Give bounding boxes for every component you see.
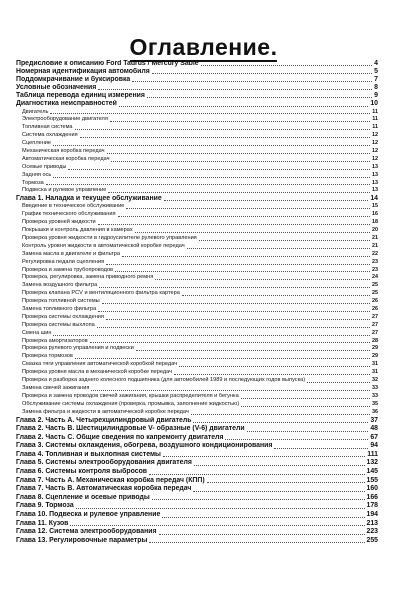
toc-entry-page: 111 [367,450,378,458]
toc-entry-label: Глава 4. Топливная и выхлопная системы [16,450,161,458]
dot-leader [102,303,370,304]
toc-entry [16,528,378,537]
toc-entry-page: 35 [372,400,378,407]
toc-entry-page: 13 [372,163,378,170]
toc-entry [16,290,378,298]
dot-leader [274,448,368,449]
toc-entry [16,140,378,148]
toc-entry [16,338,378,346]
toc-entry-page: 132 [366,459,378,467]
toc-entry-label: Подвеска и рулевое управление [22,187,107,194]
dot-leader [199,240,370,241]
toc-entry-label: Тормоза [22,179,44,186]
dot-leader [98,311,370,312]
toc-entry [16,459,378,468]
toc-entry-page: 27 [372,321,378,328]
dot-leader [70,525,364,526]
toc-entry [16,60,378,68]
toc-entry [16,132,378,140]
toc-entry-label: Проверка уровня масла в механической коробке передач [22,369,173,376]
toc-entry-label: Проверка клапана PCV и вентиляционного фильтра картера [22,290,180,297]
toc-entry-page: 33 [372,384,378,391]
toc-entry-label: Сцепление [22,140,52,147]
toc-entry [16,219,378,227]
toc-entry-label: Глава 2. Часть В. Шестицилиндровые V- образные (V-6) двигатели [16,425,245,433]
toc-entry [16,109,378,117]
dot-leader [174,374,370,375]
toc-entry [16,385,378,393]
toc-entry-page: 94 [370,442,378,450]
toc-entry-label: Электрооборудование двигателя [22,116,108,123]
dot-leader [53,335,370,336]
dot-leader [126,208,370,209]
toc-entry [16,164,378,172]
dot-leader [98,224,370,225]
toc-entry-page: 25 [372,282,378,289]
toc-entry-label: Замена топливного фильтра [22,306,97,313]
toc-entry-page: 36 [372,408,378,415]
toc-entry-label: Система охлаждения [22,132,78,139]
toc-entry-label: Глава 7. Часть А. Механическая коробка передач (КПП) [16,476,205,484]
toc-entry [16,195,378,203]
toc-entry [16,203,378,211]
toc-entry-page: 12 [372,155,378,162]
dot-leader [76,508,365,509]
dot-leader [152,499,365,500]
toc-entry-page: 155 [366,476,378,484]
dot-leader [97,327,370,328]
dot-leader [110,121,370,122]
toc-entry-label: Глава 7. Часть В. Автоматическая коробка передач [16,485,192,493]
toc-entry-label: Топливная система [22,124,73,131]
toc-entry [16,156,378,164]
toc-entry-label: Замена воздушного фильтра [22,282,98,289]
toc-entry [16,259,378,267]
toc-entry-page: 11 [372,124,378,131]
dot-leader [149,542,364,543]
toc-entry-page: 213 [366,519,378,527]
dot-leader [152,73,372,74]
dot-leader [53,177,370,178]
toc-entry [16,227,378,235]
toc-entry-label: Глава 5. Системы электрооборудования двигателя [16,459,192,467]
toc-entry [16,68,378,76]
toc-entry [16,267,378,275]
toc-entry-page: 11 [372,116,378,123]
toc-entry-label: Глава 8. Сцепление и осевые приводы [16,493,150,501]
dot-leader [163,456,365,457]
toc-entry [16,409,378,417]
toc-entry [16,322,378,330]
dot-leader [182,295,370,296]
toc-entry [16,468,378,477]
toc-entry-page: 8 [374,84,378,92]
toc-entry [16,235,378,243]
toc-entry [16,211,378,219]
toc-entry [16,417,378,426]
toc-entry [16,494,378,503]
toc-entry-page: 25 [372,290,378,297]
toc-entry-label: Глава 2. Часть С. Общие сведения по капремонту двигателя [16,433,224,441]
toc-entry-label: Задняя ось [22,171,52,178]
toc-entry [16,425,378,434]
toc-entry-page: 26 [372,306,378,313]
toc-entry-page: 20 [372,227,378,234]
toc-entry-page: 10 [370,100,378,108]
toc-entry [16,485,378,494]
toc-entry [16,298,378,306]
toc-entry [16,116,378,124]
toc-entry-page: 21 [372,242,378,249]
toc-entry-label: Проверка и замена проводов свечей зажигания, крышки распределителя и бегунка [22,392,239,399]
toc-entry-page: 67 [370,433,378,441]
toc-entry-page: 13 [372,187,378,194]
toc-entry [16,451,378,460]
dot-leader [80,137,370,138]
toc-entry-page: 15 [372,203,378,210]
toc-entry-label: Глава 3. Системы охлаждения, обогрева, воздушного кондиционирования [16,442,273,450]
dot-leader [122,256,370,257]
toc-entry-page: 18 [372,219,378,226]
toc-entry-page: 7 [374,76,378,84]
toc-entry-label: Глава 2. Часть А. Четырехцилиндровый двигатель [16,416,192,424]
dot-leader [75,358,370,359]
dot-leader [118,216,371,217]
toc-entry-label: Проверка тормозов [22,353,73,360]
toc-entry-label: Проверка уровня жидкости в гидроусилителе рулевого управления [22,235,197,241]
toc-entry-page: 24 [372,274,378,281]
toc-entry-label: Условные обозначения [16,84,97,92]
toc-entry [16,251,378,259]
toc-entry [16,306,378,314]
toc-entry-page: 160 [366,485,378,493]
toc-entry [16,180,378,188]
toc-entry-page: 16 [372,211,378,218]
toc-entry-page: 14 [370,195,378,203]
toc-entry-page: 27 [372,313,378,320]
toc-entry-label: Осевые приводы [22,163,67,170]
toc-entry-label: Замена фильтра и жидкости в автоматической коробке передач [22,408,189,415]
toc-entry-label: Замена масла в двигателе и фильтра [22,250,120,257]
toc-entry-label: Проверка рулевого управления и подвески [22,345,134,352]
toc-entry-page: 255 [366,536,378,544]
toc-entry [16,401,378,409]
toc-entry-label: Контроль уровня жидкости в автоматической коробке передач [22,242,185,249]
toc-entry [16,520,378,529]
dot-leader [225,439,368,440]
dot-leader [155,279,370,280]
toc-entry [16,353,378,361]
toc-entry-label: Поддомкрачивание и буксировка [16,76,131,84]
toc-entry [16,274,378,282]
toc-entry-page: 21 [372,235,378,241]
toc-entry-page: 29 [372,353,378,360]
toc-entry-page: 26 [372,298,378,305]
toc-entry [16,361,378,369]
dot-leader [179,366,370,367]
toc-entry [16,187,378,195]
page-title [0,34,407,61]
toc-entry [16,124,378,132]
toc-entry [16,345,378,353]
toc-entry-label: График технического обслуживания [22,211,116,218]
toc-entry-page: 27 [372,329,378,336]
dot-leader [307,382,370,383]
toc-entry-page: 166 [366,493,378,501]
toc-entry-label: Проверка топливной системы [22,298,100,305]
toc-entry-label: Автоматическая коробка передач [22,155,110,162]
dot-leader [194,465,365,466]
toc-entry [16,502,378,511]
toc-entry-label: Смазка тяги управления автоматической коробкой передач [22,361,178,368]
dot-leader [106,319,370,320]
toc-entry-page: 48 [370,425,378,433]
toc-entry [16,369,378,377]
dot-leader [159,534,365,535]
dot-leader [241,406,370,407]
toc-entry-label: Глава 12. Система электрооборудования [16,528,157,536]
dot-leader [50,113,370,114]
toc-entry-label: Двигатель [22,108,49,115]
dot-leader [90,342,370,343]
toc-entry-page: 29 [372,345,378,352]
dot-leader [191,414,370,415]
toc-entry-page: 37 [370,416,378,424]
dot-leader [46,184,370,185]
dot-leader [75,129,371,130]
dot-leader [147,97,372,98]
toc-entry-label: Проверка системы выхлопа [22,321,95,328]
toc-entry-page: 32 [372,377,378,384]
toc-entry-page: 13 [372,179,378,186]
toc-entry-page: 23 [372,258,378,265]
toc-entry [16,76,378,84]
toc-entry-page: 223 [366,528,378,536]
dot-leader [53,145,370,146]
dot-leader [241,398,370,399]
toc-entry-label: Механическая коробка передач [22,148,105,154]
dot-leader [132,81,372,82]
toc-entry-label: Проверка системы охлаждения [22,313,104,320]
toc-entry-label: Глава 6. Системы контроля выбросов [16,468,148,476]
toc-entry [16,442,378,451]
toc-entry-label: Проверка и замена трубопроводов [22,266,113,273]
toc-entry [16,84,378,92]
dot-leader [119,106,369,107]
toc-entry [16,92,378,100]
dot-leader [162,517,364,518]
toc-entry-label: Таблица перевода единиц измерения [16,92,145,100]
toc-entry [16,511,378,520]
toc-entry-label: Номерная идентификация автомобиля [16,68,150,76]
dot-leader [164,200,369,201]
toc-entry-page: 12 [372,148,378,154]
toc-entry-label: Глава 9. Тормоза [16,502,74,510]
dot-leader [91,390,370,391]
toc-entry-label: Смена шин [22,329,52,336]
table-of-contents [16,60,378,545]
toc-entry-label: Глава 13. Регулировочные параметры [16,536,148,544]
dot-leader [135,232,370,233]
dot-leader [106,264,370,265]
toc-entry-label: Глава 10. Подвеска и рулевое управление [16,511,161,519]
dot-leader [207,482,365,483]
dot-leader [68,169,370,170]
toc-entry-page: 13 [372,171,378,178]
toc-entry-page: 12 [372,132,378,139]
toc-entry-label: Регулировка педали сцепления [22,258,105,265]
toc-entry-page: 4 [374,60,378,67]
toc-entry-page: 23 [372,266,378,273]
toc-entry-page: 5 [374,68,378,76]
toc-entry-page: 145 [366,468,378,476]
toc-entry-label: Проверка уровней жидкости [22,219,96,226]
toc-entry-label: Диагностика неисправностей [16,100,117,108]
toc-entry-page: 22 [372,250,378,257]
toc-entry-label: Введение в техническое обслуживание [22,203,125,210]
dot-leader [193,491,364,492]
toc-entry-page: 12 [372,140,378,147]
dot-leader [99,287,370,288]
toc-entry-page: 31 [372,361,378,368]
dot-leader [115,271,370,272]
toc-entry [16,282,378,290]
toc-entry-page: 28 [372,337,378,344]
page-title-text: Оглавление. [129,34,278,60]
toc-entry-label: Предисловие к описанию Ford Taurus / Mercury Sable [16,60,199,67]
toc-entry-label: Проверка, регулировка, замена приводного ремня [22,274,154,281]
dot-leader [111,161,370,162]
toc-entry [16,393,378,401]
toc-entry-page: 9 [374,92,378,100]
toc-entry-page: 33 [372,392,378,399]
toc-entry [16,477,378,486]
toc-entry-label: Замена свечей зажигания [22,384,90,391]
toc-entry [16,172,378,180]
toc-entry [16,377,378,385]
dot-leader [98,89,372,90]
toc-entry [16,537,378,546]
dot-leader [107,153,370,154]
dot-leader [193,422,368,423]
toc-entry-label: Проверка амортизаторов [22,337,88,344]
toc-entry [16,100,378,108]
dot-leader [187,248,370,249]
toc-entry-label: Покрышки и контроль давления в камерах [22,227,133,234]
toc-entry [16,148,378,156]
dot-leader [247,431,369,432]
toc-entry-page: 11 [372,108,378,115]
dot-leader [201,65,373,66]
dot-leader [108,192,370,193]
toc-entry [16,434,378,443]
toc-entry-label: Обслуживание системы охлаждения (проверка, промывка, заполнение жидкостью) [22,400,240,407]
toc-entry [16,330,378,338]
toc-entry [16,243,378,251]
toc-entry-label: Проверка и разборка заднего колесного подшипника (для автомобилей 1989 и последующих годов выпуска) [22,377,306,384]
toc-entry-label: Глава 1. Наладка и текущее обслуживание [16,195,162,203]
toc-entry-page: 178 [366,502,378,510]
dot-leader [149,474,364,475]
toc-entry-label: Глава 11. Кузов [16,519,69,527]
toc-entry-page: 31 [372,369,378,376]
dot-leader [136,350,370,351]
toc-entry [16,314,378,322]
toc-entry-page: 194 [366,511,378,519]
